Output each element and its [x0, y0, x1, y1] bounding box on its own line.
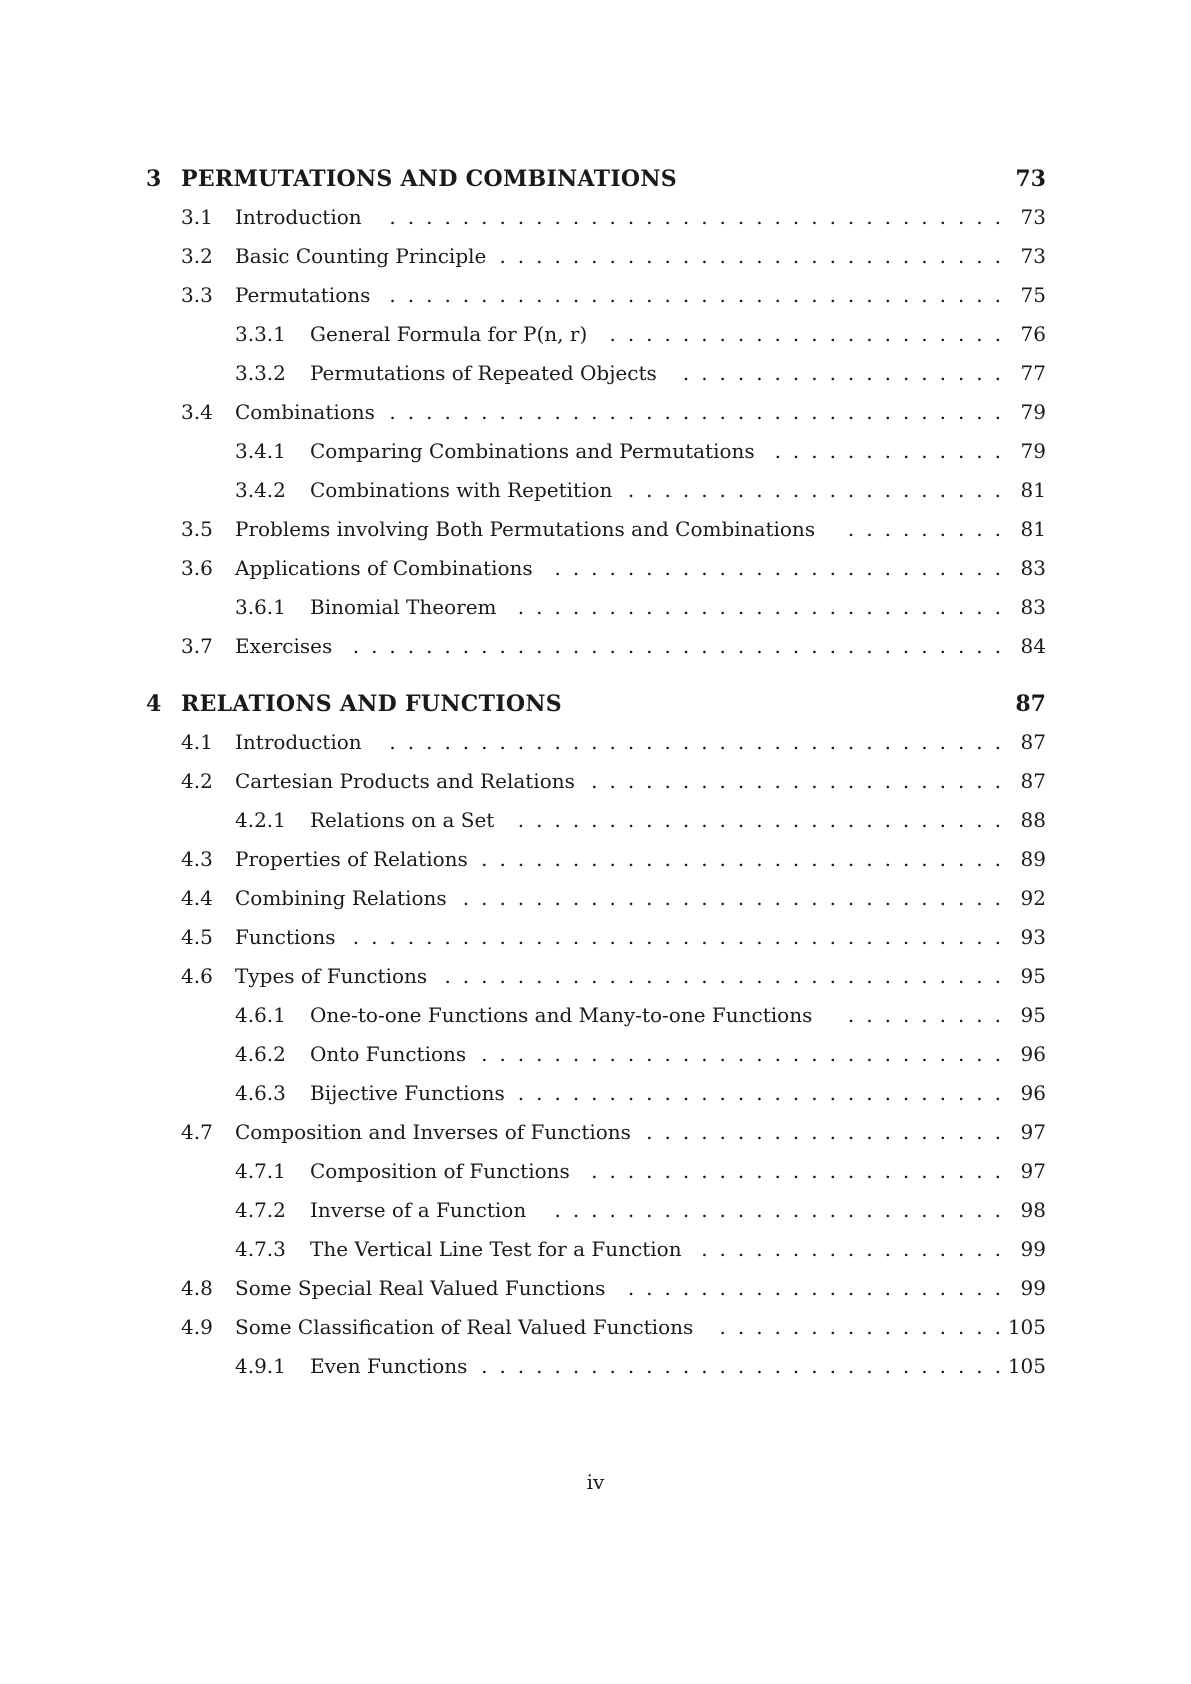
dot-leader: . . . . . . . . . . . . . . . . . . . . . . . . . . . . . — [481, 1042, 1001, 1066]
entry-title: Onto Functions — [310, 1042, 467, 1066]
entry-title: Cartesian Products and Relations — [235, 769, 575, 793]
entry-number: 4.2 — [181, 769, 213, 793]
entry-title: Composition and Inverses of Functions — [235, 1120, 631, 1144]
dot-leader: . . . . . . . . . . . . . . . . . . . . . . . . . — [554, 1198, 1001, 1222]
dot-leader: . . . . . . . . . . . . . . . . . — [701, 1237, 1001, 1261]
entry-title: One-to-one Functions and Many-to-one Functions — [310, 1003, 813, 1027]
dot-leader: . . . . . . . . . — [847, 1003, 1001, 1027]
entry-number: 3.4.1 — [235, 439, 286, 463]
entry-number: 3.5 — [181, 517, 213, 541]
dot-leader: . . . . . . . . . — [847, 517, 1001, 541]
dot-leader: . . . . . . . . . . . . . . . . . . . . . . — [609, 322, 1001, 346]
chapter-number: 4 — [146, 691, 162, 717]
entry-page-number: 89 — [1020, 847, 1046, 871]
entry-number: 3.3.1 — [235, 322, 286, 346]
entry-title: The Vertical Line Test for a Function — [310, 1237, 682, 1261]
dot-leader: . . . . . . . . . . . . . . . . . . . . — [646, 1120, 1001, 1144]
entry-page-number: 98 — [1020, 1198, 1046, 1222]
entry-number: 4.7.3 — [235, 1237, 286, 1261]
toc-subsection-row[interactable] — [0, 1081, 1191, 1117]
entry-number: 3.7 — [181, 634, 213, 658]
entry-title: Combinations with Repetition — [310, 478, 613, 502]
toc-section-row[interactable] — [0, 556, 1191, 592]
entry-title: Even Functions — [310, 1354, 468, 1378]
dot-leader: . . . . . . . . . . . . . . . . . . . . . . . . . . . . — [499, 244, 1001, 268]
entry-page-number: 96 — [1020, 1042, 1046, 1066]
toc-section-row[interactable] — [0, 205, 1191, 241]
dot-leader: . . . . . . . . . . . . . — [774, 439, 1001, 463]
entry-number: 4.7.2 — [235, 1198, 286, 1222]
entry-title: General Formula for P(n, r) — [310, 322, 588, 346]
entry-page-number: 84 — [1020, 634, 1046, 658]
entry-page-number: 99 — [1020, 1276, 1046, 1300]
dot-leader: . . . . . . . . . . . . . . . . . . . . . . . — [591, 1159, 1001, 1183]
entry-page-number: 81 — [1020, 517, 1046, 541]
dot-leader: . . . . . . . . . . . . . . . . . . — [682, 361, 1001, 385]
entry-title: Functions — [235, 925, 336, 949]
dot-leader: . . . . . . . . . . . . . . . . . . . . . . . . . . . . . . . . . . — [389, 205, 1001, 229]
entry-page-number: 79 — [1020, 400, 1046, 424]
entry-number: 4.5 — [181, 925, 213, 949]
entry-title: Applications of Combinations — [235, 556, 533, 580]
entry-page-number: 87 — [1020, 730, 1046, 754]
toc-subsection-row[interactable] — [0, 1198, 1191, 1234]
toc-section-row[interactable] — [0, 1120, 1191, 1156]
toc-subsection-row[interactable] — [0, 1354, 1191, 1390]
entry-title: Introduction — [235, 205, 362, 229]
toc-section-row[interactable] — [0, 400, 1191, 436]
entry-page-number: 73 — [1020, 244, 1046, 268]
entry-title: Properties of Relations — [235, 847, 468, 871]
entry-title: Basic Counting Principle — [235, 244, 487, 268]
entry-number: 4.4 — [181, 886, 213, 910]
entry-page-number: 75 — [1020, 283, 1046, 307]
toc-subsection-row[interactable] — [0, 1003, 1191, 1039]
toc-section-row[interactable] — [0, 1315, 1191, 1351]
toc-section-row[interactable] — [0, 1276, 1191, 1312]
dot-leader: . . . . . . . . . . . . . . . . . . . . . . . . . — [554, 556, 1001, 580]
entry-page-number: 81 — [1020, 478, 1046, 502]
toc-subsection-row[interactable] — [0, 808, 1191, 844]
entry-page-number: 83 — [1020, 595, 1046, 619]
entry-number: 3.2 — [181, 244, 213, 268]
entry-title: Combining Relations — [235, 886, 447, 910]
dot-leader: . . . . . . . . . . . . . . . . . . . . . . . . . . . . . . . . . . . . — [352, 925, 1001, 949]
toc-subsection-row[interactable] — [0, 595, 1191, 631]
toc-subsection-row[interactable] — [0, 439, 1191, 475]
entry-title: Problems involving Both Permutations and Combinations — [235, 517, 816, 541]
entry-title: Introduction — [235, 730, 362, 754]
toc-section-row[interactable] — [0, 634, 1191, 670]
entry-title: Exercises — [235, 634, 333, 658]
entry-number: 4.1 — [181, 730, 213, 754]
entry-number: 4.8 — [181, 1276, 213, 1300]
entry-page-number: 88 — [1020, 808, 1046, 832]
entry-number: 4.6.3 — [235, 1081, 286, 1105]
toc-subsection-row[interactable] — [0, 1159, 1191, 1195]
entry-page-number: 77 — [1020, 361, 1046, 385]
chapter-page-number: 87 — [1015, 691, 1046, 717]
toc-subsection-row[interactable] — [0, 322, 1191, 358]
entry-page-number: 95 — [1020, 1003, 1046, 1027]
entry-number: 3.3.2 — [235, 361, 286, 385]
dot-leader: . . . . . . . . . . . . . . . . . . . . . — [627, 478, 1001, 502]
entry-number: 3.4 — [181, 400, 213, 424]
entry-title: Permutations of Repeated Objects — [310, 361, 657, 385]
toc-section-row[interactable] — [0, 730, 1191, 766]
entry-number: 4.6 — [181, 964, 213, 988]
entry-page-number: 105 — [1007, 1315, 1046, 1339]
entry-title: Types of Functions — [235, 964, 428, 988]
toc-chapter-row[interactable] — [0, 166, 1191, 202]
toc-chapter-row[interactable] — [0, 691, 1191, 727]
entry-page-number: 97 — [1020, 1159, 1046, 1183]
entry-title: Relations on a Set — [310, 808, 495, 832]
entry-page-number: 105 — [1007, 1354, 1046, 1378]
entry-page-number: 76 — [1020, 322, 1046, 346]
entry-page-number: 95 — [1020, 964, 1046, 988]
entry-title: Combinations — [235, 400, 375, 424]
entry-number: 4.9.1 — [235, 1354, 286, 1378]
entry-title: Binomial Theorem — [310, 595, 497, 619]
entry-title: Bijective Functions — [310, 1081, 505, 1105]
chapter-title: RELATIONS AND FUNCTIONS — [181, 691, 562, 717]
entry-page-number: 87 — [1020, 769, 1046, 793]
entry-title: Inverse of a Function — [310, 1198, 527, 1222]
entry-title: Permutations — [235, 283, 371, 307]
entry-page-number: 99 — [1020, 1237, 1046, 1261]
entry-number: 3.6.1 — [235, 595, 286, 619]
entry-number: 3.3 — [181, 283, 213, 307]
entry-page-number: 92 — [1020, 886, 1046, 910]
entry-number: 3.6 — [181, 556, 213, 580]
dot-leader: . . . . . . . . . . . . . . . . . . . . . . . . . . . — [517, 808, 1001, 832]
entry-number: 4.6.2 — [235, 1042, 286, 1066]
dot-leader: . . . . . . . . . . . . . . . . . . . . . . . — [591, 769, 1001, 793]
entry-number: 4.2.1 — [235, 808, 286, 832]
chapter-number: 3 — [146, 166, 162, 192]
entry-number: 4.7.1 — [235, 1159, 286, 1183]
entry-page-number: 79 — [1020, 439, 1046, 463]
toc-subsection-row[interactable] — [0, 478, 1191, 514]
dot-leader: . . . . . . . . . . . . . . . . . . . . . . . . . . . . . . . — [444, 964, 1001, 988]
entry-number: 3.4.2 — [235, 478, 286, 502]
toc-section-row[interactable] — [0, 769, 1191, 805]
toc-section-row[interactable] — [0, 517, 1191, 553]
dot-leader: . . . . . . . . . . . . . . . . . . . . . . . . . . . . . . — [462, 886, 1001, 910]
entry-number: 4.7 — [181, 1120, 213, 1144]
chapter-title: PERMUTATIONS AND COMBINATIONS — [181, 166, 677, 192]
dot-leader: . . . . . . . . . . . . . . . . . . . . . . . . . . . — [517, 595, 1001, 619]
entry-number: 3.1 — [181, 205, 213, 229]
toc-section-row[interactable] — [0, 925, 1191, 961]
entry-title: Some Special Real Valued Functions — [235, 1276, 606, 1300]
entry-title: Composition of Functions — [310, 1159, 570, 1183]
chapter-page-number: 73 — [1015, 166, 1046, 192]
toc-section-row[interactable] — [0, 847, 1191, 883]
entry-page-number: 97 — [1020, 1120, 1046, 1144]
dot-leader: . . . . . . . . . . . . . . . . . . . . . . . . . . . . . . . . . . — [389, 730, 1001, 754]
entry-number: 4.3 — [181, 847, 213, 871]
dot-leader: . . . . . . . . . . . . . . . . . . . . . . . . . . . . . — [481, 847, 1001, 871]
toc-subsection-row[interactable] — [0, 361, 1191, 397]
entry-number: 4.6.1 — [235, 1003, 286, 1027]
dot-leader: . . . . . . . . . . . . . . . . . . . . . . . . . . . . . — [481, 1354, 1001, 1378]
entry-title: Comparing Combinations and Permutations — [310, 439, 755, 463]
dot-leader: . . . . . . . . . . . . . . . . . . . . . — [627, 1276, 1001, 1300]
entry-page-number: 83 — [1020, 556, 1046, 580]
toc-section-row[interactable] — [0, 886, 1191, 922]
entry-page-number: 96 — [1020, 1081, 1046, 1105]
page-number-footer: iv — [586, 1470, 605, 1494]
toc-subsection-row[interactable] — [0, 1042, 1191, 1078]
entry-page-number: 93 — [1020, 925, 1046, 949]
toc-subsection-row[interactable] — [0, 1237, 1191, 1273]
dot-leader: . . . . . . . . . . . . . . . . . . . . . . . . . . . . . . . . . . — [389, 400, 1001, 424]
entry-title: Some Classification of Real Valued Functions — [235, 1315, 694, 1339]
dot-leader: . . . . . . . . . . . . . . . . . . . . . . . . . . . . . . . . . . — [389, 283, 1001, 307]
toc-section-row[interactable] — [0, 244, 1191, 280]
entry-page-number: 73 — [1020, 205, 1046, 229]
entry-number: 4.9 — [181, 1315, 213, 1339]
toc-section-row[interactable] — [0, 283, 1191, 319]
dot-leader: . . . . . . . . . . . . . . . . . . . . . . . . . . . — [517, 1081, 1001, 1105]
toc-section-row[interactable] — [0, 964, 1191, 1000]
dot-leader: . . . . . . . . . . . . . . . . — [719, 1315, 1001, 1339]
dot-leader: . . . . . . . . . . . . . . . . . . . . . . . . . . . . . . . . . . . . — [352, 634, 1001, 658]
